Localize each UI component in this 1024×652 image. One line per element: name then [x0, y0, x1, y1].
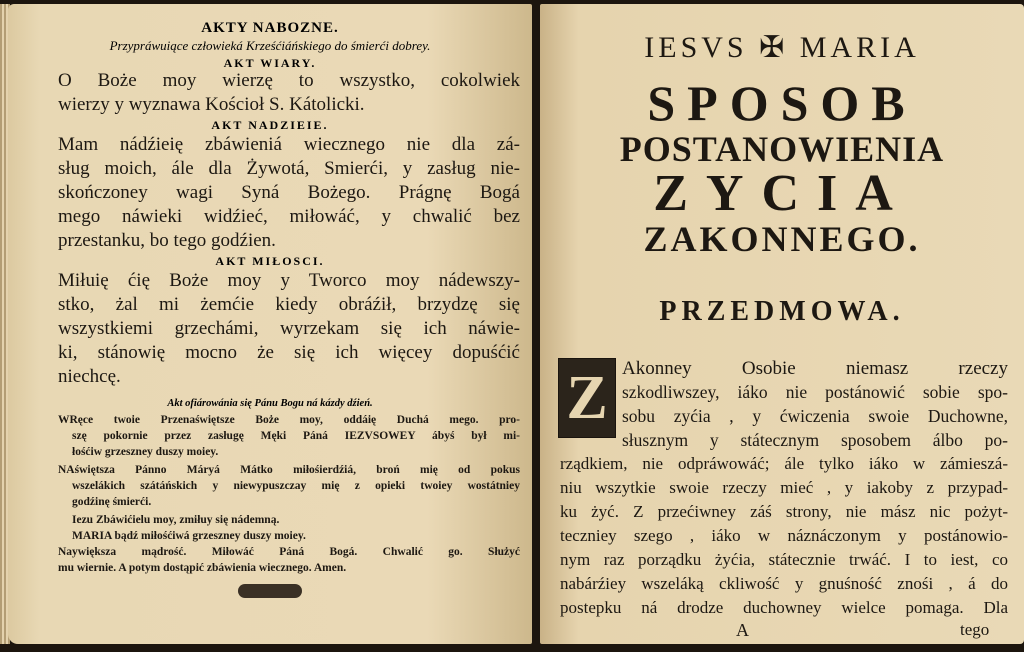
love-line: wszystkiemi grzechámi, wyrzekam się ich náwie-: [58, 318, 520, 339]
body-line: Akonney Osobie niemasz rzeczy: [622, 358, 1008, 379]
body-line: nabárźiey wszeláką ckliwość y gnuśność znośi , á do: [560, 574, 1008, 593]
tailpiece-ornament: [238, 584, 302, 598]
body-line: szkodliwszey, iáko nie postánowić sobie spo-: [622, 382, 1008, 402]
love-line: niechcę.: [58, 366, 121, 387]
hope-line: przestanku, bo tego godźien.: [58, 230, 276, 251]
hope-heading: AKT NADZIEIE.: [211, 118, 329, 132]
faith-line: wierzy y wyznawa Kościoł S. Kátolicki.: [58, 94, 365, 115]
signature-mark: A: [736, 620, 749, 640]
hope-line: Mam nádźieię zbáwieniá wiecznego nie dla zá-: [58, 134, 520, 155]
prayer-line: mu wiernie. A potym dostąpić zbáwienia wiecznego. Amen.: [58, 562, 347, 574]
section-heading: PRZEDMOWA.: [659, 296, 905, 327]
love-heading: AKT MIŁOSCI.: [215, 254, 325, 268]
body-line: ku żyć. Z przećiwney záś strony, nie mász nic pożyt-: [560, 502, 1008, 521]
body-line: słusznym y státecznym sposobem álbo po-: [622, 430, 1008, 450]
body-line: sobu zyćia , y ćwiczenia swoie Duchowne,: [622, 406, 1008, 426]
prayer-line: WRęce twoie Przenaświętsze Boże moy, oddáię Duchá mego. pro-: [58, 414, 520, 426]
prayer-line: Naywiększa mądrość. Miłowáć Páná Bogá. Chwalić go. Służyć: [58, 546, 520, 558]
right-page: [540, 4, 1024, 644]
love-line: Miłuię ćię Boże moy y Tworco moy nádewszy-: [58, 270, 520, 291]
love-line: ki, stánowię mocno że się ich więcey dopuśćić: [58, 342, 520, 363]
drop-cap-letter: Z: [566, 364, 608, 432]
prayer-line: szę pokornie przez zasługę Męki Páná IEZVSOWEY ábyś był mi-: [72, 430, 520, 442]
title-line-4: ZAKONNEGO.: [643, 219, 921, 259]
right-page-header: IESVS ✠ MARIA: [644, 31, 920, 64]
body-line: nym raz porządku żyćia, státecznie trwáć. I to iest, co: [560, 550, 1008, 569]
prayer-line: Iezu Zbáwićielu moy, zmiłuy się nádemną.: [72, 514, 280, 526]
body-line: rządkiem, nie odpráwowáć; ále tylko iáko w zámieszá-: [560, 454, 1008, 473]
hope-line: skończoney wagi Syná Bożego. Prágnę Bogá: [58, 182, 520, 203]
hope-line: sług moich, ále dla Żywotá, Smierći, y zasług nie-: [58, 158, 520, 179]
body-line: teczniey szego , iáko w náznáczonym y postánowio-: [560, 526, 1008, 545]
prayer-line: godźinę śmierći.: [72, 496, 152, 508]
prayer-line: MARIA bądź miłośćiwá grzeszney duszy moiey.: [72, 530, 306, 542]
prayer-line: wszelákich szátáńskich y niewypuszczay mię z opieki twoiey wostátniey: [72, 480, 520, 492]
title-line-2: POSTANOWIENIA: [619, 129, 945, 169]
hope-line: mego náwieki widźieć, miłowáć, y chwalić bez: [58, 206, 520, 227]
drop-cap-ornament: [558, 358, 616, 438]
prayer-line: łośćiw grzeszney duszy moiey.: [72, 446, 219, 458]
title-line-1: SPOSOB: [647, 75, 917, 131]
faith-heading: AKT WIARY.: [223, 56, 317, 70]
body-line: niu wszytkie swoie rzeczy mieć , y iakoby z przypad-: [560, 478, 1008, 497]
faith-line: O Boże moy wierzę to wszystko, cokolwiek: [58, 70, 520, 91]
left-page: [8, 4, 532, 644]
body-line: postepku ná drodze duchowney wielce pomaga. Dla: [560, 598, 1008, 617]
left-page-title: AKTY NABOZNE.: [201, 20, 339, 36]
catchword: tego: [960, 620, 990, 639]
love-line: stko, żal mi żemćie kiedy obráźił, brzydzę się: [58, 294, 520, 315]
left-page-subtitle: Przypráwuiące człowieká Krześćiáńskiego do śmierći dobrey.: [109, 38, 431, 53]
title-line-3: ZYCIA: [653, 165, 911, 222]
prayer-line: NAświętsza Pánno Máryá Mátko miłośierdźiá, broń mię od pokus: [58, 464, 520, 476]
offering-heading: Akt ofiárowánia się Pánu Bogu ná kázdy dźień.: [167, 398, 373, 409]
